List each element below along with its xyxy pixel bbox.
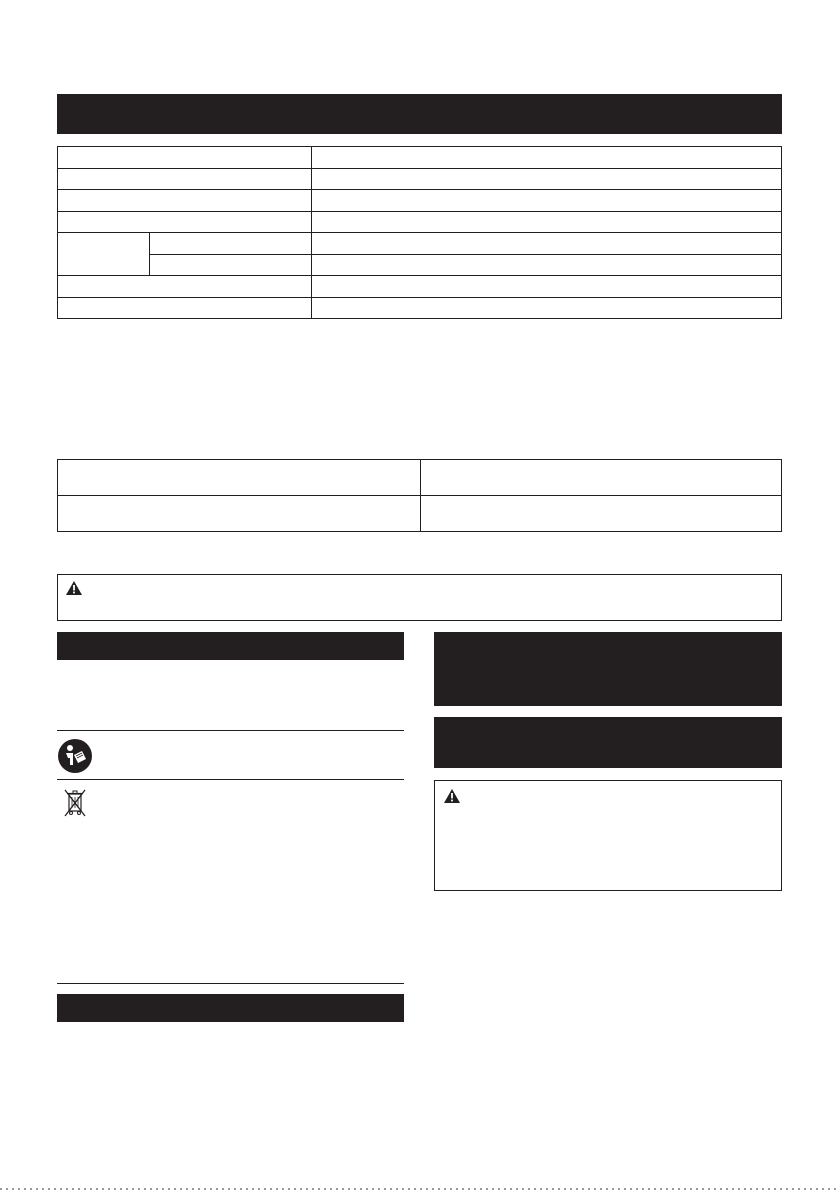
- table-cell: [312, 276, 782, 298]
- table-cell: [312, 233, 782, 255]
- table-cell: [312, 190, 782, 212]
- divider: [57, 983, 404, 984]
- battery-table: [57, 459, 782, 532]
- table-row: [58, 254, 782, 276]
- table-cell: [312, 147, 782, 169]
- warning-box: [57, 574, 782, 621]
- warning-triangle-icon: [444, 789, 460, 803]
- table-cell: [58, 297, 312, 319]
- section-title-bar: [57, 94, 782, 134]
- warning-triangle-icon: [66, 581, 82, 595]
- table-row: [58, 168, 782, 190]
- right-warning-box: [434, 780, 782, 891]
- table-row: [58, 460, 782, 496]
- table-row: [58, 190, 782, 212]
- table-cell: [58, 211, 312, 233]
- table-cell: [58, 496, 421, 532]
- table-cell: [150, 233, 312, 255]
- table-cell: [58, 147, 312, 169]
- table-cell: [421, 496, 782, 532]
- table-cell: [58, 190, 312, 212]
- table-cell: [58, 276, 312, 298]
- table-row: [58, 297, 782, 319]
- divider: [57, 730, 404, 731]
- left-section-bar: [57, 632, 404, 660]
- table-cell: [312, 297, 782, 319]
- left-section-bar-2: [57, 994, 404, 1022]
- specification-table: [57, 146, 782, 319]
- table-cell: [312, 211, 782, 233]
- table-cell: [312, 254, 782, 276]
- table-row: [58, 496, 782, 532]
- table-cell: [150, 254, 312, 276]
- right-section-bar: [434, 632, 782, 706]
- table-cell: [312, 168, 782, 190]
- table-cell: [58, 460, 421, 496]
- table-row: [58, 276, 782, 298]
- divider: [57, 779, 404, 780]
- table-cell: [58, 168, 312, 190]
- table-row: [58, 233, 782, 255]
- right-section-bar-2: [434, 717, 782, 768]
- table-row: [58, 211, 782, 233]
- table-cell: [421, 460, 782, 496]
- crossed-out-bin-icon: [63, 788, 87, 818]
- page-footer-edge: [0, 1188, 840, 1190]
- table-cell: [58, 233, 150, 276]
- read-manual-icon: [58, 739, 92, 773]
- table-row: [58, 147, 782, 169]
